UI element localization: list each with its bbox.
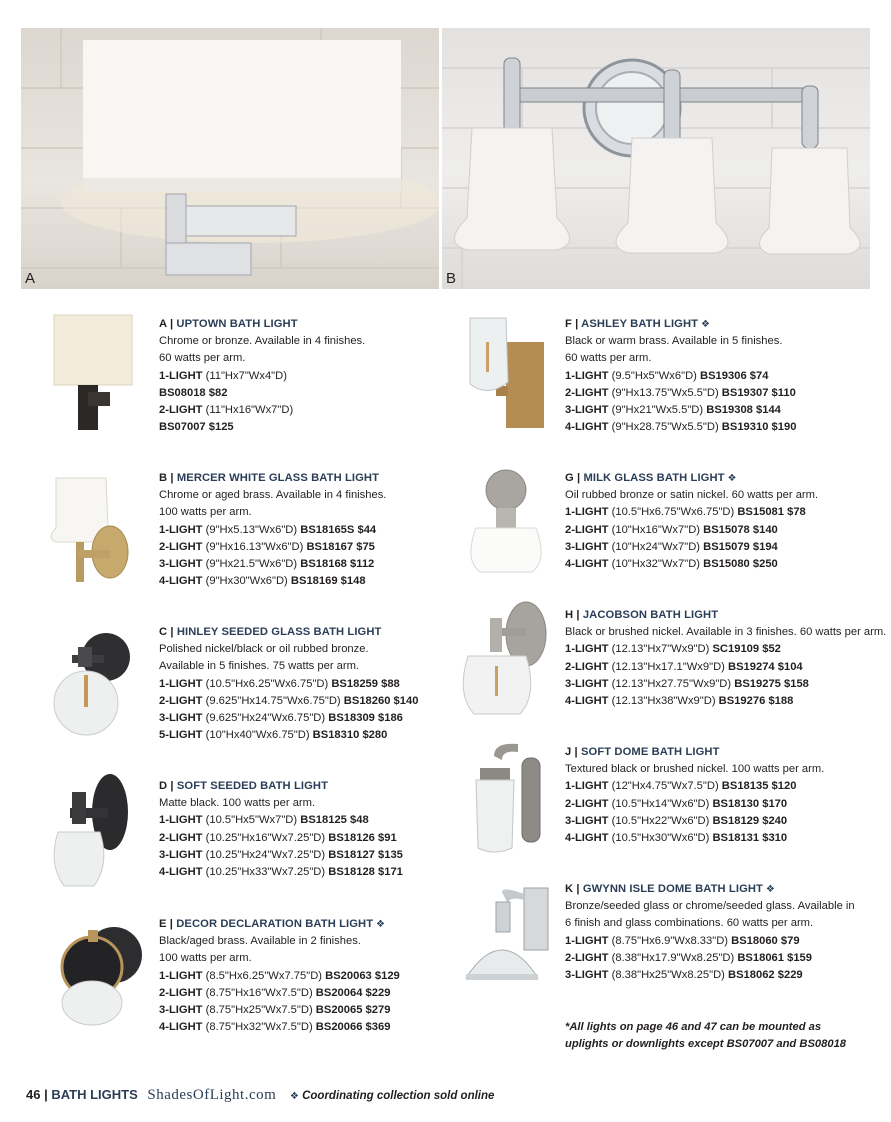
hero-image-a [21,28,439,289]
product-option [565,641,886,658]
option-price: $158 [784,677,809,690]
hero-label-a: A [25,270,36,287]
option-count: 3-LIGHT [565,540,609,553]
option-sku: BS18135 [721,780,769,793]
product-option [565,796,824,813]
product-option [159,847,403,864]
option-dimensions: (10"Hx32"Wx7"D) [611,558,701,571]
product-d-image [48,772,138,892]
product-title [159,470,386,487]
product-option [565,556,818,573]
option-sku: BS15078 [703,523,750,536]
option-count: 3-LIGHT [159,848,203,861]
option-price: $144 [756,404,781,417]
option-sku: BS18309 [328,712,375,725]
mercer-bath-light-photo [442,28,870,289]
product-option [565,385,796,402]
product-option [159,419,365,436]
option-dimensions: (11"Hx7"Wx4"D) [205,369,287,382]
product-option [159,522,386,539]
option-price: $229 [777,969,803,982]
option-count: 1-LIGHT [159,969,203,982]
option-sku: BS18259 [331,677,378,690]
option-sku: BS18260 [343,694,391,707]
product-title [565,881,855,898]
footnote-line-2: uplights or downlights except BS07007 and BS08018 [565,1038,847,1050]
product-option [159,812,403,829]
product-k-image [462,882,552,1002]
option-price: $74 [749,369,769,382]
product-option [565,419,796,436]
option-dimensions: (9"Hx5.13"Wx6"D) [205,523,298,536]
option-dimensions: (9"Hx21.5"Wx6"D) [205,558,298,571]
option-dimensions: (9.625"Hx14.75"Wx6.75"D) [205,694,341,707]
product-description: Textured black or brushed nickel. 100 watts per arm. [565,763,825,776]
option-price: $280 [362,729,388,742]
product-option [565,967,855,984]
product-e-image [44,915,134,1035]
option-sku: BS19275 [734,677,781,690]
option-sku: BS20065 [315,1004,363,1017]
option-dimensions: (9.5"Hx5"Wx6"D) [611,369,697,382]
option-price: $78 [787,506,806,519]
product-block [159,316,365,436]
option-price: $310 [762,832,788,845]
footnote-line-1: *All lights on page 46 and 47 can be mounted as [565,1021,822,1033]
product-name: SOFT SEEDED BATH LIGHT [176,780,329,792]
product-f-image [466,312,556,432]
product-option [159,402,365,419]
option-sku: BS20066 [315,1021,363,1034]
option-count: 3-LIGHT [159,712,203,725]
option-sku: BS18128 [328,866,375,879]
option-price: $44 [357,523,377,536]
option-sku: BS19310 [721,421,769,434]
option-dimensions: (10.5"Hx22"Wx6"D) [611,814,710,827]
product-letter: A | [159,318,174,330]
option-sku: BS18060 [731,934,778,947]
option-dimensions: (10.25"Hx24"Wx7.25"D) [205,848,326,861]
product-option [565,830,824,847]
product-letter: C | [159,626,174,638]
product-name: MERCER WHITE GLASS BATH LIGHT [176,472,380,484]
option-sku: BS20063 [325,969,372,982]
product-option [565,539,818,556]
option-count: 4-LIGHT [159,866,203,879]
product-option [159,985,400,1002]
product-description: Polished nickel/black or oil rubbed bronze. [159,643,369,656]
product-option [159,676,418,693]
product-title [159,916,400,933]
option-dimensions: (9.625"Hx24"Wx6.75"D) [205,712,326,725]
product-h-image [462,598,552,718]
uptown-bath-light-photo [21,28,439,289]
product-letter: H | [565,609,580,621]
product-block [565,881,855,984]
option-count: 1-LIGHT [565,643,609,656]
option-count: 1-LIGHT [565,369,609,382]
option-sku: BS18129 [712,814,760,827]
option-count: 5-LIGHT [159,729,203,742]
product-option [159,727,418,744]
option-dimensions: (10"Hx16"Wx7"D) [611,523,701,536]
option-price: $148 [340,575,366,588]
option-count: 2-LIGHT [565,951,609,964]
option-price: $188 [768,695,794,708]
option-price: $79 [780,934,800,947]
product-option [565,950,855,967]
option-price: $75 [356,540,375,553]
product-option [159,830,403,847]
product-option [565,778,824,795]
option-price: $240 [762,814,788,827]
option-price: $104 [777,660,803,673]
product-block [565,470,818,573]
option-dimensions: (12.13"Hx17.1"Wx9"D) [611,660,725,673]
product-description: 60 watts per arm. [159,352,246,365]
option-count: 2-LIGHT [159,694,203,707]
product-option [159,693,418,710]
option-dimensions: (8.75"Hx32"Wx7.5"D) [205,1021,313,1034]
option-count: 4-LIGHT [565,421,609,434]
option-price: $229 [365,986,391,999]
option-sku: BS18061 [737,951,784,964]
product-b-image [48,472,138,592]
product-description: Bronze/seeded glass or chrome/seeded glass. Available in [565,900,855,913]
product-option [159,968,400,985]
option-dimensions: (10.5"Hx6.25"Wx6.75"D) [205,677,329,690]
option-dimensions: (9"Hx21"Wx5.5"D) [611,404,704,417]
option-price: $135 [378,848,403,861]
option-price: $369 [365,1021,391,1034]
product-option [565,504,818,521]
option-price: $120 [771,780,797,793]
coordinating-collection-icon: ❖ [698,319,711,330]
option-dimensions: (12.13"Hx27.75"Wx9"D) [611,677,732,690]
product-title [565,470,818,487]
option-price: $112 [350,558,375,571]
product-description: 60 watts per arm. [565,352,652,365]
page-footer [26,1087,494,1104]
option-count: 4-LIGHT [565,695,609,708]
footer-note-text: Coordinating collection sold online [302,1090,495,1102]
product-description: Available in 5 finishes. 75 watts per arm. [159,660,360,673]
option-count: 2-LIGHT [565,386,609,399]
option-price: $125 [208,421,234,434]
option-dimensions: (9"Hx28.75"Wx5.5"D) [611,421,719,434]
product-letter: E | [159,918,174,930]
option-price: $129 [374,969,400,982]
option-count: 2-LIGHT [159,986,203,999]
option-sku: BS18127 [328,848,375,861]
option-count: 4-LIGHT [565,832,609,845]
product-title [159,778,403,795]
product-letter: G | [565,472,581,484]
option-sku: BS19276 [718,695,766,708]
option-sku: BS20064 [315,986,363,999]
product-block [159,470,386,590]
option-price: $48 [350,814,369,827]
option-price: $190 [771,421,797,434]
option-price: $279 [365,1004,391,1017]
option-dimensions: (8.38"Hx17.9"Wx8.25"D) [611,951,735,964]
product-c-image [48,625,138,745]
product-letter: F | [565,318,579,330]
coordinating-collection-icon: ❖ [289,1091,299,1102]
option-sku: BS18130 [712,797,760,810]
option-sku: BS18310 [312,729,360,742]
option-dimensions: (11"Hx16"Wx7"D) [205,404,294,417]
option-count: 1-LIGHT [565,934,609,947]
option-count: 3-LIGHT [159,1004,203,1017]
option-count: 1-LIGHT [159,369,203,382]
product-name: ASHLEY BATH LIGHT [581,318,699,330]
product-j-image [466,738,556,858]
option-sku: BS18167 [306,540,354,553]
option-count: 4-LIGHT [565,558,609,571]
option-count: 2-LIGHT [565,523,609,536]
product-letter: K | [565,883,580,895]
product-option [159,539,386,556]
product-title [159,316,365,333]
product-name: GWYNN ISLE DOME BATH LIGHT [582,883,763,895]
option-count: 3-LIGHT [159,558,203,571]
product-title [565,607,886,624]
product-a-image [48,312,138,432]
product-name: MILK GLASS BATH LIGHT [583,472,725,484]
product-letter: B | [159,472,174,484]
option-count: 1-LIGHT [159,523,203,536]
product-description: Oil rubbed bronze or satin nickel. 60 watts per arm. [565,489,819,502]
product-option [159,556,386,573]
product-option [159,864,403,881]
option-dimensions: (10.25"Hx33"Wx7.25"D) [205,866,326,879]
coordinating-collection-icon: ❖ [724,473,737,484]
option-dimensions: (10.5"Hx6.75"Wx6.75"D) [611,506,735,519]
option-price: $250 [752,558,778,571]
option-price: $171 [378,866,403,879]
product-block [565,316,796,436]
option-sku: BS19308 [706,404,753,417]
product-block [565,607,886,710]
option-sku: BS18169 [290,575,338,588]
option-dimensions: (8.75"Hx6.9"Wx8.33"D) [611,934,728,947]
option-dimensions: (12.13"Hx7"Wx9"D) [611,643,710,656]
product-block [159,916,400,1036]
option-count: 2-LIGHT [159,831,203,844]
product-description: Chrome or bronze. Available in 4 finishes. [159,335,366,348]
section-title: BATH LIGHTS [51,1087,138,1102]
option-sku: BS18165S [300,523,355,536]
option-count: 3-LIGHT [565,677,609,690]
product-name: HINLEY SEEDED GLASS BATH LIGHT [176,626,382,638]
product-option [159,368,365,385]
product-name: JACOBSON BATH LIGHT [582,609,719,621]
product-option [565,368,796,385]
product-letter: D | [159,780,174,792]
option-sku: BS18125 [300,814,347,827]
option-sku: BS18131 [712,832,760,845]
product-option [565,402,796,419]
option-price: $159 [787,951,812,964]
option-count: 2-LIGHT [159,404,203,417]
option-sku: SC19109 [712,643,760,656]
product-g-image [466,468,556,588]
option-count: 1-LIGHT [159,814,203,827]
option-dimensions: (9"Hx13.75"Wx5.5"D) [611,386,719,399]
option-price: $110 [771,386,796,399]
option-sku: BS18062 [728,969,775,982]
product-block [159,624,418,744]
option-count: 2-LIGHT [159,540,203,553]
footer-note [290,1090,494,1102]
option-dimensions: (8.5"Hx6.25"Wx7.75"D) [205,969,322,982]
option-price: $82 [208,386,228,399]
option-count: 4-LIGHT [159,1021,203,1034]
product-description: Black or brushed nickel. Available in 3 finishes. 60 watts per arm. [565,626,887,639]
option-dimensions: (8.38"Hx25"Wx8.25"D) [611,969,725,982]
option-dimensions: (10.5"Hx14"Wx6"D) [611,797,710,810]
product-block [159,778,403,881]
option-price: $140 [393,694,419,707]
option-dimensions: (9"Hx30"Wx6"D) [205,575,288,588]
option-dimensions: (12.13"Hx38"Wx9"D) [611,695,716,708]
product-option [159,385,365,402]
option-sku: BS07007 [159,421,206,434]
coordinating-collection-icon: ❖ [373,919,386,930]
product-title [565,744,824,761]
product-description: Black/aged brass. Available in 2 finishes. [159,935,361,948]
hero-label-b: B [446,270,457,287]
product-description: 6 finish and glass combinations. 60 watts per arm. [565,917,814,930]
option-dimensions: (10"Hx24"Wx7"D) [611,540,701,553]
option-count: 2-LIGHT [565,660,609,673]
option-count: 3-LIGHT [565,969,609,982]
product-description: Chrome or aged brass. Available in 4 finishes. [159,489,387,502]
product-option [159,573,386,590]
product-name: UPTOWN BATH LIGHT [176,318,298,330]
product-description: Black or warm brass. Available in 5 finishes. [565,335,783,348]
page-number: 46 | [26,1087,48,1102]
option-dimensions: (12"Hx4.75"Wx7.5"D) [611,780,719,793]
option-dimensions: (10.5"Hx30"Wx6"D) [611,832,710,845]
option-price: $91 [378,831,397,844]
option-sku: BS15081 [737,506,784,519]
option-count: 1-LIGHT [159,677,203,690]
option-sku: BS18126 [328,831,375,844]
product-option [159,1019,400,1036]
option-sku: BS19307 [721,386,769,399]
product-option [565,659,886,676]
option-count: 1-LIGHT [565,506,609,519]
product-option [565,693,886,710]
product-option [565,676,886,693]
option-price: $140 [752,523,778,536]
option-price: $170 [762,797,788,810]
coordinating-collection-icon: ❖ [762,884,775,895]
product-title [159,624,418,641]
option-dimensions: (10.5"Hx5"Wx7"D) [205,814,298,827]
option-price: $186 [378,712,403,725]
brand-wordmark: ShadesOfLight.com [147,1087,277,1103]
footnote [565,1019,846,1053]
product-option [565,933,855,950]
option-count: 3-LIGHT [565,814,609,827]
option-dimensions: (10.25"Hx16"Wx7.25"D) [205,831,326,844]
product-letter: J | [565,746,578,758]
option-count: 2-LIGHT [565,797,609,810]
option-sku: BS15080 [703,558,750,571]
option-dimensions: (8.75"Hx16"Wx7.5"D) [205,986,313,999]
product-description: Matte black. 100 watts per arm. [159,797,316,810]
product-description: 100 watts per arm. [159,952,252,965]
option-count: 3-LIGHT [565,404,609,417]
option-sku: BS15079 [703,540,750,553]
option-dimensions: (10"Hx40"Wx6.75"D) [205,729,310,742]
product-description: 100 watts per arm. [159,506,252,519]
option-sku: BS19274 [728,660,775,673]
product-block [565,744,824,847]
option-sku: BS19306 [700,369,747,382]
option-sku: BS18168 [300,558,347,571]
product-option [565,813,824,830]
product-option [565,522,818,539]
option-dimensions: (9"Hx16.13"Wx6"D) [205,540,304,553]
option-price: $194 [752,540,778,553]
hero-image-b [442,28,870,289]
option-sku: BS08018 [159,386,206,399]
option-price: $88 [381,677,400,690]
product-title [565,316,796,333]
option-count: 4-LIGHT [159,575,203,588]
product-name: SOFT DOME BATH LIGHT [580,746,720,758]
option-count: 1-LIGHT [565,780,609,793]
product-name: DECOR DECLARATION BATH LIGHT [176,918,374,930]
product-option [159,710,418,727]
product-option [159,1002,400,1019]
option-dimensions: (8.75"Hx25"Wx7.5"D) [205,1004,313,1017]
option-price: $52 [762,643,781,656]
